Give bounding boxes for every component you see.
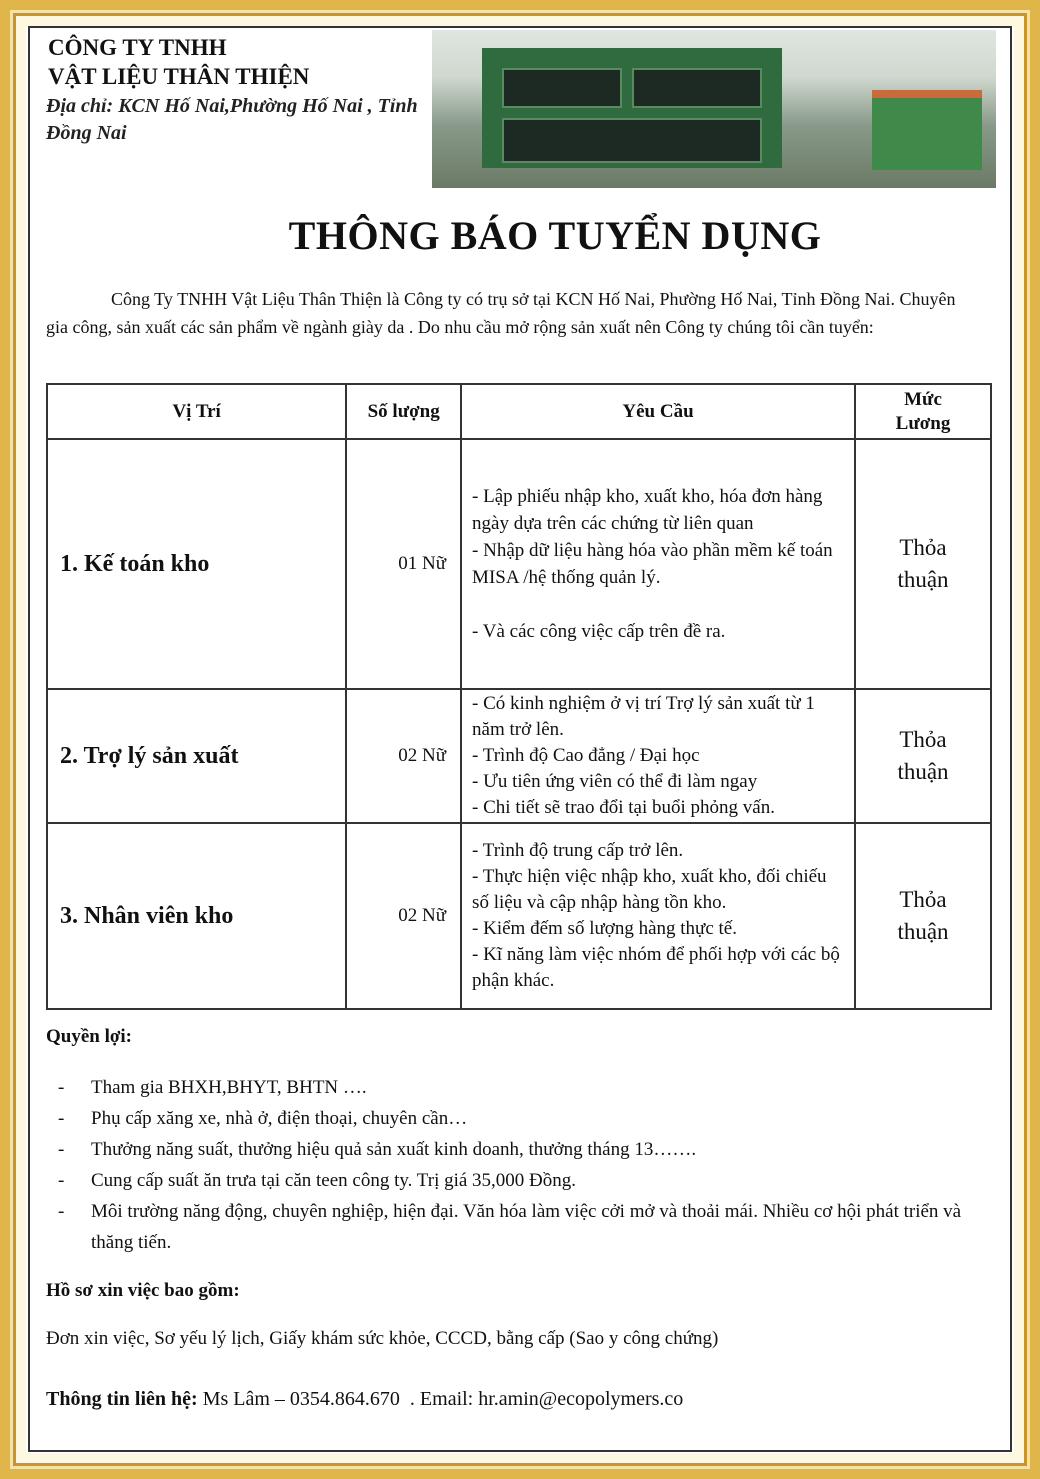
list-item: - Phụ cấp xăng xe, nhà ở, điện thoại, chuyên cần… bbox=[58, 1108, 468, 1129]
contact-info bbox=[46, 1388, 683, 1411]
documents-text: Đơn xin việc, Sơ yếu lý lịch, Giấy khám sức khỏe, CCCD, bằng cấp (Sao y công chứng) bbox=[46, 1328, 719, 1349]
positions-table bbox=[46, 383, 992, 1010]
company-name-line1: CÔNG TY TNHH bbox=[48, 35, 227, 60]
list-item: - Môi trường năng động, chuyên nghiệp, hiện đại. Văn hóa làm việc cởi mở và thoải mái. Nhiều cơ hội phát triển và thăng tiến. bbox=[58, 1201, 962, 1253]
guardhouse-shape bbox=[872, 90, 982, 170]
documents-heading: Hồ sơ xin việc bao gồm: bbox=[46, 1280, 240, 1301]
header-position: Vị Trí bbox=[47, 384, 346, 439]
benefits-list bbox=[58, 1072, 988, 1258]
page-title: THÔNG BÁO TUYỂN DỤNG bbox=[288, 213, 822, 258]
table-row bbox=[47, 823, 991, 1009]
salary: Thỏa thuận bbox=[855, 439, 991, 689]
quantity: 01 Nữ bbox=[346, 439, 461, 689]
position: 2. Trợ lý sản xuất bbox=[47, 689, 346, 823]
requirements: - Trình độ trung cấp trở lên. - Thực hiện việc nhập kho, xuất kho, đối chiếu số liệu và cập nhập hàng tồn kho. - Kiểm đếm số lượng hàng thực tế. - Kĩ năng làm việc nhóm để phối hợp với các bộ phận khác. bbox=[461, 823, 855, 1009]
company-address: Địa chỉ: KCN Hố Nai,Phường Hố Nai , Tỉnh Đồng Nai bbox=[46, 95, 418, 144]
quantity: 02 Nữ bbox=[346, 823, 461, 1009]
list-item: - Thưởng năng suất, thưởng hiệu quả sản xuất kinh doanh, thưởng tháng 13……. bbox=[58, 1139, 697, 1160]
table-row bbox=[47, 439, 991, 689]
quantity: 02 Nữ bbox=[346, 689, 461, 823]
table-row bbox=[47, 689, 991, 823]
header-requirements: Yêu Cầu bbox=[461, 384, 855, 439]
requirements: - Lập phiếu nhập kho, xuất kho, hóa đơn hàng ngày dựa trên các chứng từ liên quan - Nhập dữ liệu hàng hóa vào phần mềm kế toán MISA /hệ thống quản lý. - Và các công việc cấp trên đề ra. bbox=[461, 439, 855, 689]
header-quantity: Số lượng bbox=[346, 384, 461, 439]
salary: Thỏa thuận bbox=[855, 823, 991, 1009]
factory-photo bbox=[432, 30, 996, 188]
header-salary: Mức Lương bbox=[855, 384, 991, 439]
company-name-line2: VẬT LIỆU THÂN THIỆN bbox=[48, 64, 310, 89]
table-header bbox=[47, 384, 991, 439]
list-item: - Tham gia BHXH,BHYT, BHTN …. bbox=[58, 1077, 367, 1098]
position: 3. Nhân viên kho bbox=[47, 823, 346, 1009]
contact-label: Thông tin liên hệ: bbox=[46, 1388, 198, 1410]
requirements: - Có kinh nghiệm ở vị trí Trợ lý sản xuất từ 1 năm trở lên. - Trình độ Cao đẳng / Đại học - Ưu tiên ứng viên có thể đi làm ngay - Chi tiết sẽ trao đổi tại buổi phỏng vấn. bbox=[461, 689, 855, 823]
benefits-heading: Quyền lợi: bbox=[46, 1026, 133, 1047]
intro-paragraph: Công Ty TNHH Vật Liệu Thân Thiện là Công ty có trụ sở tại KCN Hố Nai, Phường Hố Nai, Tỉnh Đồng Nai. Chuyên gia công, sản xuất các sản phẩm về ngành giày da . Do nhu cầu mở rộng sản xuất nên Công ty chúng tôi cần tuyển: bbox=[46, 289, 956, 337]
salary: Thỏa thuận bbox=[855, 689, 991, 823]
position: 1. Kế toán kho bbox=[47, 439, 346, 689]
list-item: - Cung cấp suất ăn trưa tại căn teen công ty. Trị giá 35,000 Đồng. bbox=[58, 1170, 577, 1191]
contact-details: Ms Lâm – 0354.864.670 . Email: hr.amin@ecopolymers.co bbox=[197, 1388, 684, 1410]
building-shape bbox=[482, 48, 782, 168]
